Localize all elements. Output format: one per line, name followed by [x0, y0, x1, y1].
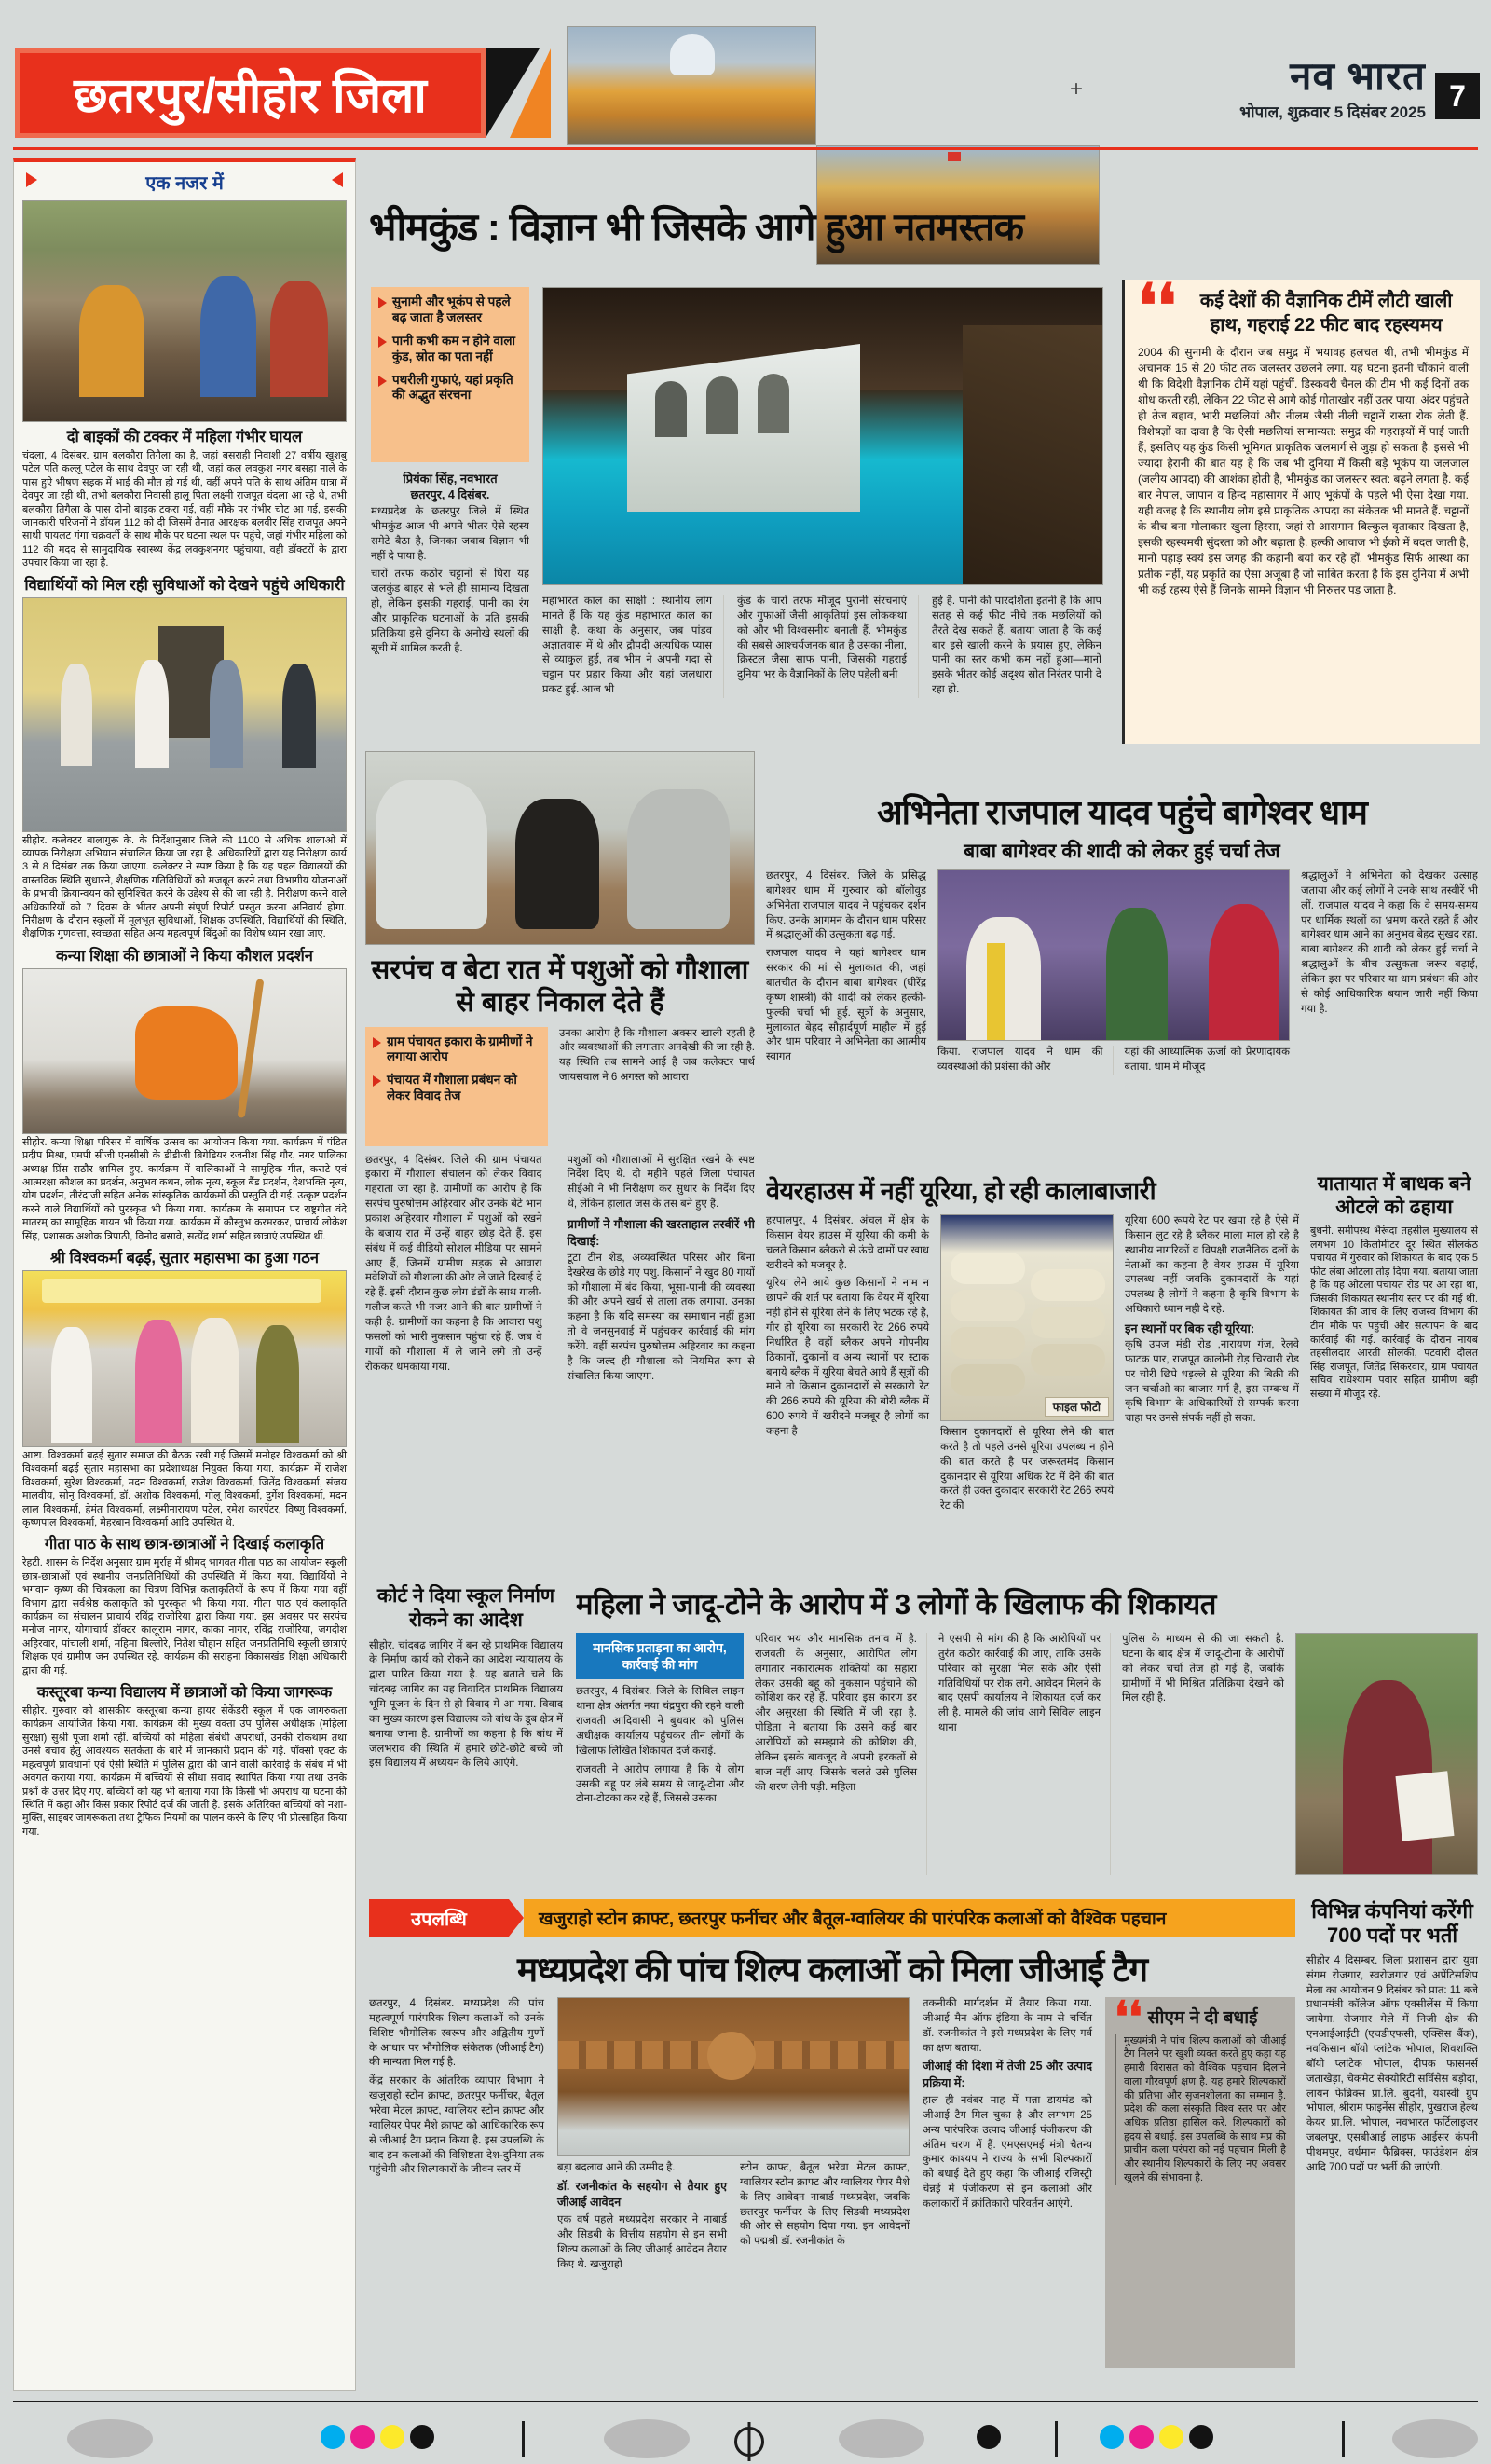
urea-headline: वेयरहाउस में नहीं यूरिया, हो रही कालाबाजारी	[766, 1177, 1156, 1205]
banner-text-shape	[42, 1279, 321, 1303]
gaushala-subhead: ग्रामीणों ने गौशाला की खस्ताहाल तस्वीरें भी दिखाई:	[567, 1217, 755, 1248]
masthead	[1179, 48, 1426, 102]
rajpal-visit-photo	[937, 869, 1290, 1041]
person-garland-shape	[135, 1320, 182, 1443]
lead-intro: मध्यप्रदेश के छतरपुर जिले में स्थित भीमकुंड आज भी अपने भीतर ऐसे रहस्य समेटे बैठा है, जिनका जवाब विज्ञान भी नहीं दे पाया है.	[371, 506, 529, 562]
arch-shape	[706, 376, 738, 434]
cow-black-shape	[515, 799, 599, 929]
sidebar-article-body: चंदला, 4 दिसंबर. ग्राम बलकौरा तिगैला का है, जहां बसराही निवाशी 27 वर्षीय खुशबु पटेल पति कल्लू पटेल के साथ देवपुर जा रही थी, जहां कल लवकुश नगर बसहा नाले के पास हुऐ भीषण सड़क में भाई की मौत हो गई थी, वहीं अपने पति के साथ अंतिम यात्रा में देवपुर जा रही थी, तभी बलकौरा निवासी हालू पिता लक्ष्मी राजपूत चंदला आ रहे थे, तभी बलकौरा तिगैला के पास दोनों बाइक टकरा गई, वहीं मौके पर गंभीर चोट आ गई, इसकी जानकारी परिजनों ने डॉयल 112 को दी जिसमें तैनात आरक्षक बलवीर सिंह राजपूत अपने साथी पायलट गंगा चक्रवर्ती के साथ मौके पर घटना स्थल पर पहुंचे, जहां गंभीर महिला को 112 की मदद से सामुदायिक स्वास्थ्य केंद्र लवकुशनगर पहुंचाया, वही डॉक्टरों के द्वारा उपचार किया जा रहा है.	[22, 449, 347, 569]
cm-box-body: मुख्यमंत्री ने पांच शिल्प कलाओं को जीआई टैग मिलने पर खुशी व्यक्त करते हुए कहा यह हमारी विरासत को वैश्विक पहचान दिलाने वाला गौरवपूर्ण क्षण है. यह हमारे शिल्पकारों की प्रतिभा और सृजनशीलता का सम्मान है. प्रदेश की कला संस्कृति विश्व स्तर पर और अधिक प्रतिष्ठा हासिल करें. शिल्पकारों को हृदय से बधाई. इस उपलब्धि के साथ मप्र की प्राचीन कला परंपरा को नई पहचान मिली है और स्थानीय शिल्पकारों के लिए नए अवसर खुलने की संभावना है.	[1115, 2034, 1286, 2185]
rajpal-headline: अभिनेता राजपाल यादव पहुंचे बागेश्वर धाम	[877, 793, 1367, 831]
urea-col3b: कृषि उपज मंडी रोड ,नारायण गंज, रेलवे फाटक पार, राजपूत कालोनी रोड़ चिरवारी रोड पर चोरी छिपे धड़ल्ले से यूरिया की बिक्री की जन चर्चाओ का बाजार गर्म है, इस सम्बन्ध में कृषि विभाग के अधिकारियों से सम्पर्क करना चाहा पर उनसे संपर्क नहीं हो सका.	[1125, 1338, 1299, 1425]
person-green-shape	[1106, 908, 1168, 1040]
quote-mark-icon: ❛❛	[1115, 1997, 1142, 2041]
sidebar-article-headline: विद्यार्थियों को मिल रही सुविधाओं को देखने पहुंचे अधिकारी	[24, 576, 345, 594]
rock-right-shape	[963, 325, 1102, 584]
arch-shape	[655, 381, 687, 437]
cow-white-shape	[376, 780, 487, 929]
rajpal-under2: यहां की आध्यात्मिक ऊर्जा को प्रेरणादायक बताया. धाम में मौजूद	[1124, 1047, 1290, 1073]
gaushala-col2b: टूटा टीन शेड, अव्यवस्थित परिसर और बिना देखरेख के छोड़े गए पशु. किसानों ने खुद 80 गायों को गौशाला में बंद किया, भूसा-पानी की व्यवस्था की और अपने खर्च से ताला तक लगाया. उनका कहना है कि यदि समस्या का समाधान नहीं हुआ तो वे जनसुनवाई में पहुंचकर कार्रवाई की मांग करेंगे. वहीं सरपंच पुरुषोत्तम अहिरवार का कहना है कि जल्द ही गौशाला को नियमित रूप से संचालित किया जाएगा.	[567, 1252, 755, 1382]
person-shape	[256, 1325, 299, 1443]
bullet-arrow-icon	[373, 1075, 381, 1087]
mahasabha-group-photo	[22, 1270, 347, 1447]
cmyk-dots-mark	[1100, 2425, 1219, 2454]
jobs-body: सीहोर 4 दिसम्बर. जिला प्रशासन द्वारा युवा संगम रोजगार, स्वरोजगार एवं अप्रेंटिसशिप मेला का आयोजन 9 दिसंबर को प्रात: 11 बजे प्रधानमंत्री कॉलेज ऑफ एक्सीलेंस में किया जायेगा. रोजगार मेले में निजी क्षेत्र की एनआईआईटी (एचडीएफसी, एक्सिस बैंक), नवकिसान बॉयो प्लांटेक भोपाल, शिवशक्ति बॉयो प्लांटेक भोपाल, दीपक फासनर्स जताखेड़ा, चेकमेट सेक्योरिटी सर्विसेस बड़ौदा, लायन फेब्रिक्स प्रा.लि. बुदनी, यशस्वी ग्रुप भोपाल, श्रीराम फाइनेंस सीहोर, पुखराज हेल्थ केयर प्रा.लि. भोपाल, नवभारत फर्टिलाइजर जबलपुर, एसबीआई लाइफ आईसर कंपनी पीथमपुर, वर्धमान फैब्रिक्स, फाउंडेशन क्षेत्र आदि 700 पदों पर भर्ती की जाएंगी.	[1306, 1954, 1478, 2173]
gi-col4a: तकनीकी मार्गदर्शन में तैयार किया गया. जीआई मैन ऑफ इंडिया के नाम से चर्चित डॉ. रजनीकांत ने इसे मध्यप्रदेश के लिए गर्व का क्षण बताया.	[923, 1998, 1092, 2054]
gaushala-bullet-box	[365, 1027, 548, 1146]
archer-shape	[135, 1006, 238, 1100]
lead-quote-body: 2004 की सुनामी के दौरान जब समुद्र में भयावह हलचल थी, तभी भीमकुंड में अचानक 15 से 20 फीट तक जलस्तर उछलने लगा. यह घटना इतनी चौंकाने वाली थी कि विदेशी वैज्ञानिक टीमें यहां पहुंचीं. डिस्कवरी चैनल की टीम भी कई दिनों तक शोध करती रही, लेकिन 22 फीट से आगे कोई गोताखोर नहीं उतर पाया. अंदर पहुंचते ही तेज बहाव, भारी मछलियां और नीलम जैसी नीली चट्टानें रास्ता रोक लेती हैं. विशेषज्ञों का दावा है कि ऐसी मछलियां सामान्यत: समुद्र की गहराइयों में पाई जाती हैं, इसलिए यह कुंड किसी भूमिगत प्राकृतिक जलमार्ग से जुड़ा हो सकता है. इससे भी ज्यादा हैरानी की बात यह है कि जब भी दुनिया में किसी बड़े भूकंप या जलजाल (जलीय आपदा) की आशंका होती है, भीमकुंड का जलस्तर स्वत: बढ़ने लगता है. कई बार नेपाल, जापान व हिन्द महासागर में आए भूकंपों के पहले भी ऐसा देखा गया. यही वजह है कि स्थानीय लोग इसे प्राकृतिक आपदा का संकेतक भी मानते हैं. चट्टानों के बीच बना गोलाकार खुला हिस्सा, जहां से आसमान बिल्कुल वृताकार दिखता है, इसकी रहस्यमयी सुंदरता को और बढ़ाता है. हल्की आवाज भी ईको में बदल जाती है, मानो पहाड़ स्वयं इस जगह की कहानी बयां कर रहे हों. भीमकुंड सिर्फ आस्था का प्रतीक नहीं, यह प्रकृति का ऐसा अजूबा है जो साबित करता है कि इस दुनिया में अभी भी कई रहस्य ऐसे हैं जिनके सामने विज्ञान भी निरुत्तर पड़ जाता है.	[1138, 346, 1469, 597]
gaushala-story	[365, 751, 755, 1575]
rajpal-col1b: राजपाल यादव ने यहां बागेश्वर धाम सरकार की मां से मुलाकात की, जहां बातचीत के दौरान बाबा बागेश्वर (धीरेंद्र कृष्ण शास्त्री) की शादी को लेकर हल्की-फुल्की चर्चा भी हुई. सूत्रों के अनुसार, मुलाकात बेहद सौहार्दपूर्ण माहौल में हुई और धाम परिवार ने अभिनेता का आत्मीय स्वागत	[766, 948, 926, 1063]
achievement-label: उपलब्धि	[369, 1899, 509, 1937]
triangle-right-icon	[26, 172, 37, 187]
gi-story	[369, 1899, 1295, 2393]
sidebar-article-headline: कस्तूरबा कन्या विद्यालय में छात्राओं को किया जागरूक	[36, 1684, 333, 1702]
lead-headline: भीमकुंड : विज्ञान भी जिसके आगे हुआ नतमस्तक	[369, 205, 1024, 249]
person-shape	[79, 285, 144, 397]
sidebar-article-body: सीहोर. कन्या शिक्षा परिसर में वार्षिक उत्सव का आयोजन किया गया. कार्यक्रम में पंडित प्रदीप मिश्रा, एमपी सीजी एनसीसी के डीडीजी ब्रिगेडियर रजनीश सिंह गौर, नगर पालिका अध्यक्ष प्रिंस राठौर शामिल हुए. कार्यक्रम में बालिकाओं ने सामूहिक गीत, कराटे एवं आत्मरक्षा कौशल का प्रदर्शन, अनुभव कथन, लोक नृत्य, स्कूल बैंड प्रदर्शन, देशभक्ति नृत्य, योग प्रदर्शन, तीरंदाजी सहित अनेक सांस्कृतिक कार्यक्रमों की प्रस्तुति दी गई. उत्कृष्ट प्रदर्शन करने वाले विद्यार्थियों को पुरस्कृत भी किया गया. कार्यक्रम के समापन पर राष्ट्रगीत वंदे मातरम् का सामूहिक गायन भी किया गया. कार्यक्रम में कौस्तुभ करमरकर, प्राचार्य लोकेश सिंह, प्रशासक अशोक त्रिपाठी, विनोद बसावे, सत्येंद्र शर्मा सहित छात्राएं उपस्थित थीं.	[22, 1136, 347, 1242]
lead-quote-panel	[1122, 280, 1480, 744]
bar-mark	[1342, 2421, 1345, 2457]
sack-shape	[1031, 1269, 1105, 1301]
masthead-title: नव भारत	[1290, 54, 1426, 98]
gi-col1a: छतरपुर, 4 दिसंबर. मध्यप्रदेश की पांच महत्वपूर्ण पारंपरिक शिल्प कलाओं को उनके विशिष्ट भौगोलिक स्वरूप और अद्वितीय गुणों के आधार पर भौगोलिक संकेतक (जीआई टैग) की मान्यता मिल गई है.	[369, 1998, 544, 2069]
cattle-photo	[365, 751, 755, 945]
gaushala-bullet: ग्राम पंचायत इकारा के ग्रामीणों ने लगाया आरोप	[387, 1034, 533, 1064]
jobs-headline: विभिन्न कंपनियां करेंगी 700 पदों पर भर्ती	[1311, 1899, 1473, 1948]
gray-ellipse-mark	[1392, 2419, 1478, 2458]
court-body: सीहोर. चांदबढ़ जागिर में बन रहे प्राथमिक विद्यालय के निर्माण कार्य को रोकने का आदेश न्यायालय के द्वारा पारित किया गया है. यह बताते चले कि चांदबढ़ जागिर का यह विवादित प्राथमिक विद्यालय भूमि पूजन के दिन से ही विवाद में आ गया. विवाद का मुख्य कारण इस विद्यालय को बांध के डूब क्षेत्र में बनाया जाना है. ग्रामीणों का कहना है कि बांध में जलभराव की स्थिति में हमारे छोटे-छोटे बच्चे जो इस विद्यालय में अध्ययन के लिये आएंगे.	[369, 1639, 563, 1770]
gray-ellipse-mark	[67, 2419, 153, 2458]
gi-headline: मध्यप्रदेश की पांच शिल्प कलाओं को मिला जीआई टैग	[516, 1951, 1148, 1989]
person-shape	[282, 664, 316, 768]
gaushala-bullet: पंचायत में गौशाला प्रबंधन को लेकर विवाद तेज	[387, 1073, 517, 1103]
court-headline: कोर्ट ने दिया स्कूल निर्माण रोकने का आदेश	[376, 1585, 555, 1632]
jadu-col1a: छतरपुर, 4 दिसंबर. जिले के सिविल लाइन थाना क्षेत्र अंतर्गत नया चंद्रपुरा की रहने वाली राजवती आदिवासी ने बुधवार को पुलिस अधीक्षक कार्यालय पहुंचकर तीन लोगों के खिलाफ लिखित शिकायत दर्ज कराई.	[576, 1686, 744, 1757]
person-shape	[51, 1327, 92, 1443]
rajpal-story	[766, 788, 1478, 1165]
rajpal-subhead: बाबा बागेश्वर की शादी को लेकर हुई चर्चा तेज	[964, 841, 1280, 862]
gi-mid1: बड़ा बदलाव आने की उम्मीद है.	[557, 2162, 676, 2173]
lead-story	[365, 158, 1480, 747]
black-dot-mark	[977, 2425, 1001, 2449]
cmyk-dots-mark	[321, 2425, 440, 2454]
rajpal-col1a: छतरपुर, 4 दिसंबर. जिले के प्रसिद्ध बागेश्वर धाम में गुरुवार को बॉलीवुड अभिनेता राजपाल यादव ने पहुंचकर दर्शन किए. उनके आगमन के दौरान धाम परिसर में श्रद्धालुओं की उत्सुकता बढ़ गई.	[766, 870, 926, 941]
otla-headline: यातायात में बाधक बने ओटले को ढहाया	[1317, 1173, 1471, 1219]
lead-quote-title: कई देशों की वैज्ञानिक टीमें लौटी खाली हाथ, गहराई 22 फीट बाद रहस्यमय	[1199, 291, 1453, 335]
person-shape	[210, 660, 243, 768]
lead-byline-name: प्रियंका सिंह, नवभारत	[403, 472, 498, 486]
registration-plus-icon: +	[1070, 76, 1084, 102]
arch-shape	[758, 374, 789, 433]
gaushala-col2a: पशुओं को गौशालाओं में सुरक्षित रखने के स्पष्ट निर्देश दिए थे. दो महीने पहले जिला पंचायत सीईओ ने भी निरीक्षण कर सुधार के निर्देश दिए थे, लेकिन हालात जस के तस बने हुए हैं.	[567, 1154, 755, 1211]
accident-crowd-photo	[22, 200, 347, 422]
header-divider	[13, 147, 1478, 150]
cow-gray-shape	[627, 789, 730, 929]
person-shape	[200, 276, 256, 397]
scarf-shape	[987, 943, 1005, 1040]
cm-box-title: सीएम ने दी बधाई	[1147, 2008, 1258, 2028]
paper-shape	[1395, 1771, 1454, 1841]
triangle-left-icon	[332, 172, 343, 187]
urea-col1a: हरपालपुर, 4 दिसंबर. अंचल में क्षेत्र के किसान वेयर हाउस में यूरिया की कमी के चलते किसान ब्लैकरो से ऊंचे दामों पर खाध खरीदने को मजबूर है.	[766, 1215, 930, 1271]
sidebar-article-headline: कन्या शिक्षा की छात्राओं ने किया कौशल प्रदर्शन	[56, 947, 313, 965]
person-shape	[61, 664, 92, 766]
urea-story	[766, 1172, 1299, 1573]
sack-shape	[951, 1253, 1025, 1284]
dateline: भोपाल, शुक्रवार 5 दिसंबर 2025	[1239, 103, 1426, 121]
gi-strip: खजुराहो स्टोन क्राफ्ट, छतरपुर फर्नीचर और बैतूल-ग्वालियर की पारंपरिक कलाओं को वैश्विक पहचान	[524, 1899, 1295, 1937]
rajpal-col3: श्रद्धालुओं ने अभिनेता को देखकर उत्साह जताया और कई लोगों ने उनके साथ तस्वीरें भी लीं. राजपाल यादव ने कहा कि वे समय-समय पर धार्मिक स्थलों का भ्रमण करते रहते हैं और बागेश्वर धाम आने का अनुभव बेहद सुखद रहा. बाबा बागेश्वर की शादी को लेकर हुई चर्चा ने श्रद्धालुओं के बीच उत्सुकता जरूर बढ़ाई, लेकिन इस पर परिवार या धाम प्रबंधन की ओर से कोई आधिकारिक बयान जारी नहीं किया गया है.	[1301, 870, 1478, 1015]
lead-bullet: पानी कभी कम न होने वाला कुंड, स्रोत का पता नहीं	[392, 333, 516, 363]
lead-byline-place: छतरपुर, 4 दिसंबर.	[410, 488, 490, 501]
bar-mark	[522, 2421, 525, 2457]
lead-left-col: चारों तरफ कठोर चट्टानों से घिरा यह जलकुंड बाहर से भले ही सामान्य दिखता हो, लेकिन इसकी गहराई, पानी का रंग और प्राकृतिक घटनाओं के प्रति इसकी प्रतिक्रिया इसे दुनिया के अनोखे स्थलों की सूची में शामिल करती है.	[371, 568, 529, 654]
jadu-blue-box: मानसिक प्रताड़ना का आरोप, कार्रवाई की मांग	[576, 1633, 744, 1679]
label-notch-icon	[509, 1899, 524, 1937]
urea-col1b: यूरिया लेने आये कुछ किसानों ने नाम न छापने की शर्त पर बताया कि वेयर में यूरिया नही होने से यूरिया लेने के लिए भटक रहे है, गौर हो यूरिया का सरकारी रेट 266 रुपये निर्धारित है वहीं ब्लैकर अपने गोपनीय ठिकानों, दुकानों व अन्य स्थानों पर स्टाक बनाये ब्लैक में यूरिया बेचते आये हैं सूत्रों की माने तो किसान दुकानदारों से सरकारी रेट की 266 रुपये की यूरिया की बोरी ब्लैक में 600 रुपये में खरीदने मजबूर है लोगों का कहना है	[766, 1278, 929, 1438]
sidebar-article-headline: दो बाइकों की टक्कर में महिला गंभीर घायल	[66, 429, 303, 445]
gray-ellipse-mark	[839, 2419, 924, 2458]
sidebar-article-body: रेहटी. शासन के निर्देश अनुसार ग्राम मुर्राह में श्रीमद् भागवत गीता पाठ का आयोजन स्कूली छात्र-छात्राओं एवं स्थानीय जनप्रतिनिधियों की उपस्थिति में किया गया. विद्यार्थियों ने भगवान कृष्ण की चित्रकला का चित्रण विभिन्न कलाकृतियों के रूप में किया गया वहीं विभाग द्वारा सर्वश्रेष्ठ कलाकृति को पुरस्कृत भी किया गया. गीता पाठ एवं कलाकृति कार्यक्रम का संचालन प्राचार्य रविंद्र राजोरिया द्वारा किया गया. इस अवसर पर सरपंच मनोज नागर, योगाचार्य डॉक्टर कालूराम नागर, काका नागर, रविंद्र राजोरिया, जगदीश अहिरवार, पांचाली शर्मा, महिमा बिल्लोरे, नितेश चौहान सहित जनप्रतिनिधि स्कूली छात्राएं शिक्षक एवं ग्रामीण जन उपस्थित रहे. कार्यक्रम की सराहना विकासखंड शिक्षा अधिकारी द्वारा की गई.	[22, 1557, 347, 1677]
bhimkund-cave-photo	[542, 287, 1103, 585]
person-garland-shape	[191, 1318, 239, 1443]
complaint-woman-photo	[1295, 1633, 1478, 1875]
carved-furniture-photo	[557, 1997, 910, 2156]
urea-col3a: यूरिया 600 रूपये रेट पर खपा रहे है ऐसे में किसान लुट रहे है ब्लैकर माला माल हो रहे है स्थानीय नागरिकों व विपक्षी राजनैतिक दलों के नेताओं का कहना है वेयर हाउस में यूरिया उपलब्ध नहीं जबकि दुकानदारों के यहां उपलब्ध है लोगों ने कहना है कृषि विभाग के अधिकारी ध्यान नही दे रहे.	[1125, 1215, 1299, 1316]
sidebar-article-body: सीहोर. गुरुवार को शासकीय कस्तूरबा कन्या हायर सेकेंडरी स्कूल में एक जागरुकता कार्यक्रम आयोजित किया गया. कार्यक्रम की मुख्य वक्ता उप पुलिस अधीक्षक (महिला सुरक्षा) सुश्री पूजा शर्मा रहीं. बच्चियों को महिला संबंधी अपराधों, उनकी रोकथाम तथा उनसे बचाव हेतु आवश्यक सतर्कता के बारे में जानकारी प्रदान की गई. पॉक्सो एक्ट के महत्वपूर्ण प्रावधानों एवं ऐसी स्थिति में पुलिस द्वारा की जाने वाली कार्रवाई के संबंध में भी अवगत कराया गया. कार्यक्रम में बच्चियों से सीधा संवाद स्थापित किया गया तथा उनके प्रश्नों के उत्तर दिए गए. बच्चियों को यह भी बताया गया कि किसी भी अपराध या घटना की स्थिति में कहां और किस प्रकार रिपोर्ट दर्ज की जाती है. इसके अतिरिक्त बच्चियों को नशा-मुक्ति, साइबर जागरूकता तथा ट्रैफिक नियमों का पालन करने के लिए भी प्रोत्साहित किया गया.	[22, 1705, 347, 1838]
bow-shape	[238, 979, 265, 1118]
bullet-arrow-icon	[378, 376, 387, 387]
lead-bullet-box	[371, 287, 529, 462]
otla-story	[1310, 1172, 1478, 1573]
rajpal-under1: किया. राजपाल यादव ने धाम की व्यवस्थाओं की प्रशंसा की और	[937, 1046, 1114, 1075]
press-registration-strip	[0, 2417, 1491, 2460]
sidebar-article-body: आष्टा. विश्वकर्मा बढ़ई सुतार समाज की बैठक रखी गई जिसमें मनोहर विश्वकर्मा को श्री विश्वकर्मा बढ़ई सुतार महासभा का प्रदेशाध्यक्ष नियुक्त किया गया. कार्यक्रम में राजेश विश्वकर्मा, सुरेश विश्वकर्मा, मदन विश्वकर्मा, राजेश विश्वकर्मा, जितेंद्र विश्वकर्मा, संजय मालवीय, सोनू विश्वकर्मा, डॉ. अशोक विश्वकर्मा, गोलू विश्वकर्मा, दुर्गेश विश्वकर्मा, मदन लाल विश्वकर्मा, हेमंत विश्वकर्मा, लक्ष्मीनारायण पटेल, रमेश कारपेंटर, विष्णु विश्वकर्मा, कृष्णपाल विश्वकर्मा, मेहरबान विश्वकर्मा आदि उपस्थित थे.	[22, 1450, 347, 1529]
gi-col4-subhead: जीआई की दिशा में तेजी 25 और उत्पाद प्रक्रिया में:	[923, 2060, 1092, 2089]
jadu-col4: पुलिस के माध्यम से की जा सकती है. घटना के बाद क्षेत्र में जादू-टोना के आरोपों को लेकर चर्चा तेज हो गई है, जबकि ग्रामीणों में भी मिश्रित प्रतिक्रिया देखने को मिल रही है.	[1122, 1634, 1284, 1704]
person-shape	[135, 660, 169, 768]
court-story	[369, 1584, 563, 1892]
photo-caption: फाइल फोटो	[1045, 1397, 1109, 1417]
archery-photo	[22, 968, 347, 1134]
sidebar-article-headline: श्री विश्वकर्मा बढ़ई, सुतार महासभा का हुआ गठन	[49, 1250, 319, 1267]
sidebar-title: एक नजर में	[22, 170, 347, 195]
footer-rule	[13, 2401, 1478, 2402]
urea-col2: किसान दुकानदारों से यूरिया लेने की बात करते है तो पहले उनसे यूरिया उपलब्ध न होने की बात करते है पर जरूरतमंद किसान दुकानदार से यूरिया अधिक रेट में देने की बात करते ही उक्त दुकादार सरकारी रेट 266 रुपये रेट की	[940, 1427, 1114, 1513]
lead-under-col: कुंड के चारों तरफ मौजूद पुरानी संरचनाएं और गुफाओं जैसी आकृतियां इस लोककथा को और भी विश्वसनीय बनाती हैं. भीमकुंड की सबसे आश्चर्यजनक बात है उसका नीला, क्रिस्टल जैसा साफ पानी, जिसकी गहराई दुनिया भर के वैज्ञानिकों के लिए पहेली बनी	[737, 595, 919, 698]
urea-bags-photo	[940, 1214, 1114, 1421]
jadu-headline: महिला ने जादू-टोने के आरोप में 3 लोगों के खिलाफ की शिकायत	[576, 1588, 1216, 1621]
urea-subhead: इन स्थानों पर बिक रही यूरिया:	[1125, 1321, 1255, 1336]
quote-mark-icon: ❛❛	[1138, 280, 1177, 339]
gi-mid2: एक वर्ष पहले मध्यप्रदेश सरकार ने नाबार्ड और सिडबी के वित्तीय सहयोग से इन सभी शिल्प कलाओं के लिए जीआई आवेदन तैयार किए थे. खजुराहो	[557, 2214, 727, 2270]
person-red-shape	[1209, 904, 1279, 1040]
person-shape	[270, 281, 328, 397]
school-inspection-photo	[22, 597, 347, 832]
jadu-col3: ने एसपी से मांग की है कि आरोपियों पर तुरंत कठोर कार्रवाई की जाए, ताकि उसके परिवार को सुरक्षा मिल सके और ऐसी गतिविधियों पर रोक लगे. आवेदन मिलने के बाद एसपी कार्यालय ने शिकायत दर्ज कर ली है. मामले की जांच आगे सिविल लाइन थाना	[938, 1633, 1111, 1875]
lead-under-col: महाभारत काल का साक्षी : स्थानीय लोग मानते हैं कि यह कुंड महाभारत काल का साक्षी है. कथा के अनुसार, जब पांडव अज्ञातवास में थे और द्रौपदी अत्यधिक प्यास से व्याकुल हुई, तब भीम ने अपनी गदा से चट्टान पर प्रहार किया और यहां जलधारा प्रकट हुई. आज भी	[542, 595, 724, 698]
bar-mark	[1055, 2421, 1058, 2457]
temple-photo-1	[567, 26, 816, 145]
otla-body: बुधनी. समीपस्थ भैरूंदा तहसील मुख्यालय से लगभग 10 किलोमीटर दूर स्थित सीलकंठ पंचायत में गुरुवार को शिकायत के बाद एक 5 फीट लंबा ओटला तोड़ दिया गया. बताया जाता है कि यह ओटला पंचायत रोड पर आ रहा था, जिसकी शिकायत स्थानीय स्तर पर की गई थी. शिकायत की जांच के लिए राजस्व विभाग की टीम मौके पर पहुंची और सत्यापन के बाद कार्रवाई की गई. कार्रवाई के दौरान नायब तहसीलदार आरती सोलंकी, पटवारी दौलत सिंह राजपूत, जितेंद्र सिकरवार, ग्राम पंचायत सचिव राधेश्याम पवार सहित ग्रामीण बड़ी संख्या में मौजूद रहे.	[1310, 1225, 1478, 1400]
page-number: 7	[1449, 78, 1466, 113]
region-banner	[15, 48, 486, 138]
jadu-col1b: राजवती ने आरोप लगाया है कि ये लोग उसकी बहू पर लंबे समय से जादू-टोना और टोना-टोटका कर रहे हैं, जिससे उसका	[576, 1763, 744, 1805]
registration-mark-icon	[734, 2427, 764, 2457]
jadu-story	[576, 1584, 1478, 1892]
gi-mid3: स्टोन क्राफ्ट, बैतूल भरेवा मेटल क्राफ्ट, ग्वालियर स्टोन क्राफ्ट और ग्वालियर पेपर मैशे के लिए आवेदन नाबार्ड मध्यप्रदेश, जबकि छतरपुर फर्नीचर के लिए सिडबी मध्यप्रदेश की ओर से सहयोग दिया गया. इन आवेदनों को पद्मश्री डॉ. रजनीकांत के	[740, 2162, 910, 2248]
bullet-arrow-icon	[378, 336, 387, 348]
region-banner-label: छतरपुर/सीहोर जिला	[74, 68, 427, 123]
sidebar-article-headline: गीता पाठ के साथ छात्र-छात्राओं ने दिखाई कलाकृति	[44, 1536, 325, 1554]
bullet-arrow-icon	[378, 297, 387, 308]
sidebar-ek-nazar	[13, 158, 356, 2391]
bullet-arrow-icon	[373, 1037, 381, 1048]
gi-col4b: हाल ही नवंबर माह में पन्ना डायमंड को जीआई टैग मिल चुका है और लगभग 25 अन्य पारंपरिक उत्पाद जीआई पंजीकरण की अंतिम चरण में हैं. एमएसएमई मंत्री चैतन्य कुमार काश्यप ने राज्य के सभी शिल्पकारों को बधाई देते हुए कहा कि जीआई रजिस्ट्री चेन्नई में पंजीकरण से इन कलाओं और कलाकारों में क्रांतिकारी परिवर्तन आएंगे.	[923, 2094, 1092, 2210]
lead-bullet: पथरीली गुफाएं, यहां प्रकृति की अद्भुत संरचना	[392, 372, 513, 403]
gaushala-col1: छतरपुर, 4 दिसंबर. जिले की ग्राम पंचायत इकारा में गौशाला संचालन को लेकर विवाद गहराता जा रहा है. ग्रामीणों का आरोप है कि सरपंच पुरुषोत्तम अहिरवार और उनके बेटे भान प्रकाश अहिरवार गौशाला में पशुओं को रखने के बजाय रात में उन्हें बाहर छोड़ देते हैं. इस संबंध में कई वीडियो सोशल मीडिया पर सामने आए हैं, जिनमें ग्रामीण सड़क से आवारा मवेशियों को गौशाला की ओर ले जाते दिखाई दे रहे हैं. इसी दौरान कुछ लोग डंडों के साथ गाली-गलौज करते भी नजर आने की बात ग्रामीणों ने कही है. ग्रामीणों का कहना है कि आवारा पशु फसलों को भारी नुकसान पहुंचा रहे हैं. जब वे गायों को गौशाला में ले जाने लगे तो उन्हें रोककर धमकाया गया.	[365, 1154, 542, 1373]
jadu-col2: परिवार भय और मानसिक तनाव में है. राजवती के अनुसार, आरोपित लोग लगातार नकारात्मक शक्तियों का सहारा लेकर उसकी बहू को नुकसान पहुंचाने की कोशिश कर रहे हैं. परिवार इस कारण डर और असुरक्षा की स्थिति में जी रहा है. पीड़िता ने बताया कि उसने कई बार आरोपियों को समझाने की कोशिश की, लेकिन इसके बावजूद वे अपनी हरकतों से बाज नहीं आए, जिसके चलते उसे पुलिस की शरण लेनी पड़ी. महिला	[755, 1633, 927, 1875]
gaushala-beside-box: उनका आरोप है कि गौशाला अक्सर खाली रहती है और व्यवस्थाओं की लगातार अनदेखी की जा रही है. यह स्थिति तब सामने आई है जब कलेक्टर पार्थ जायसवाल ने 6 अगस्त को आवारा	[559, 1027, 755, 1084]
gaushala-headline: सरपंच व बेटा रात में पशुओं को गौशाला से बाहर निकाल देते हैं	[371, 955, 749, 1018]
carving-medallion-shape	[707, 2032, 756, 2080]
gi-col1b: केंद्र सरकार के आंतरिक व्यापार विभाग ने खजुराहो स्टोन क्राफ्ट, छतरपुर फर्नीचर, बैतूल भरेवा मेटल क्राफ्ट, ग्वालियर स्टोन क्राफ्ट और ग्वालियर पेपर मैशे क्राफ्ट को आधिकारिक रूप से जीआई टैग प्रदान किया है. इस उपलब्धि के बाद इन कलाओं की विशिष्टता देश-दुनिया तक पहुंचेगी और शिल्पकारों के जीवन स्तर में	[369, 2075, 544, 2176]
cm-quote-box	[1105, 1997, 1295, 2368]
gray-ellipse-mark	[604, 2419, 690, 2458]
sidebar-article-body: सीहोर. कलेक्टर बालागुरू के. के निर्देशानुसार जिले की 1100 से अधिक शालाओं में व्यापक निरीक्षण अभियान संचालित किया जा रहा है. अधिकारियों द्वारा यह निरीक्षण कार्य 3 से 8 दिसंबर तक किया जाएगा. कलेक्टर ने स्पष्ट किया है कि यह पहल विद्यालयों की वास्तविक स्थिति सुधारने, शैक्षणिक गतिविधियों को मजबूत करने तथा विभागीय योजनाओं के प्रभावी क्रियान्वयन को सुनिश्चित करने के उद्देश्य से की जा रही है. निरीक्षण करने वाले अधिकारियों को 7 दिवस के भीतर अपनी संपूर्ण रिपोर्ट प्रस्तुत करना अनिवार्य होगा. निरीक्षण के दौरान स्कूलों में मूलभूत सुविधाओं, शिक्षक उपस्थिति, विद्यार्थियों की स्थिति, शैक्षणिक गुणवत्ता, स्वच्छता सहित अन्य महत्वपूर्ण बिंदुओं का विशेष ध्यान रखा जाए.	[22, 834, 347, 940]
gi-mid-subhead: डॉ. रजनीकांत के सहयोग से तैयार हुए जीआई आवेदन	[557, 2179, 727, 2210]
banner-fold-orange	[510, 48, 551, 138]
jobs-story	[1306, 1899, 1478, 2393]
lead-bullet: सुनामी और भूकंप से पहले बढ़ जाता है जलस्तर	[392, 294, 511, 324]
lead-under-col: हुई है. पानी की पारदर्शिता इतनी है कि आप सतह से कई फीट नीचे तक मछलियों को तैरते देख सकते हैं. बताया जाता है कि कई बार इसे खाली करने के प्रयास हुए, लेकिन पानी का स्तर कभी कम नहीं हुआ—मानो इसके भीतर कोई अदृश्य स्रोत निरंतर पानी दे रहा हो.	[932, 595, 1101, 696]
page-number-box	[1435, 73, 1480, 119]
temple-dome-shape	[670, 34, 715, 75]
